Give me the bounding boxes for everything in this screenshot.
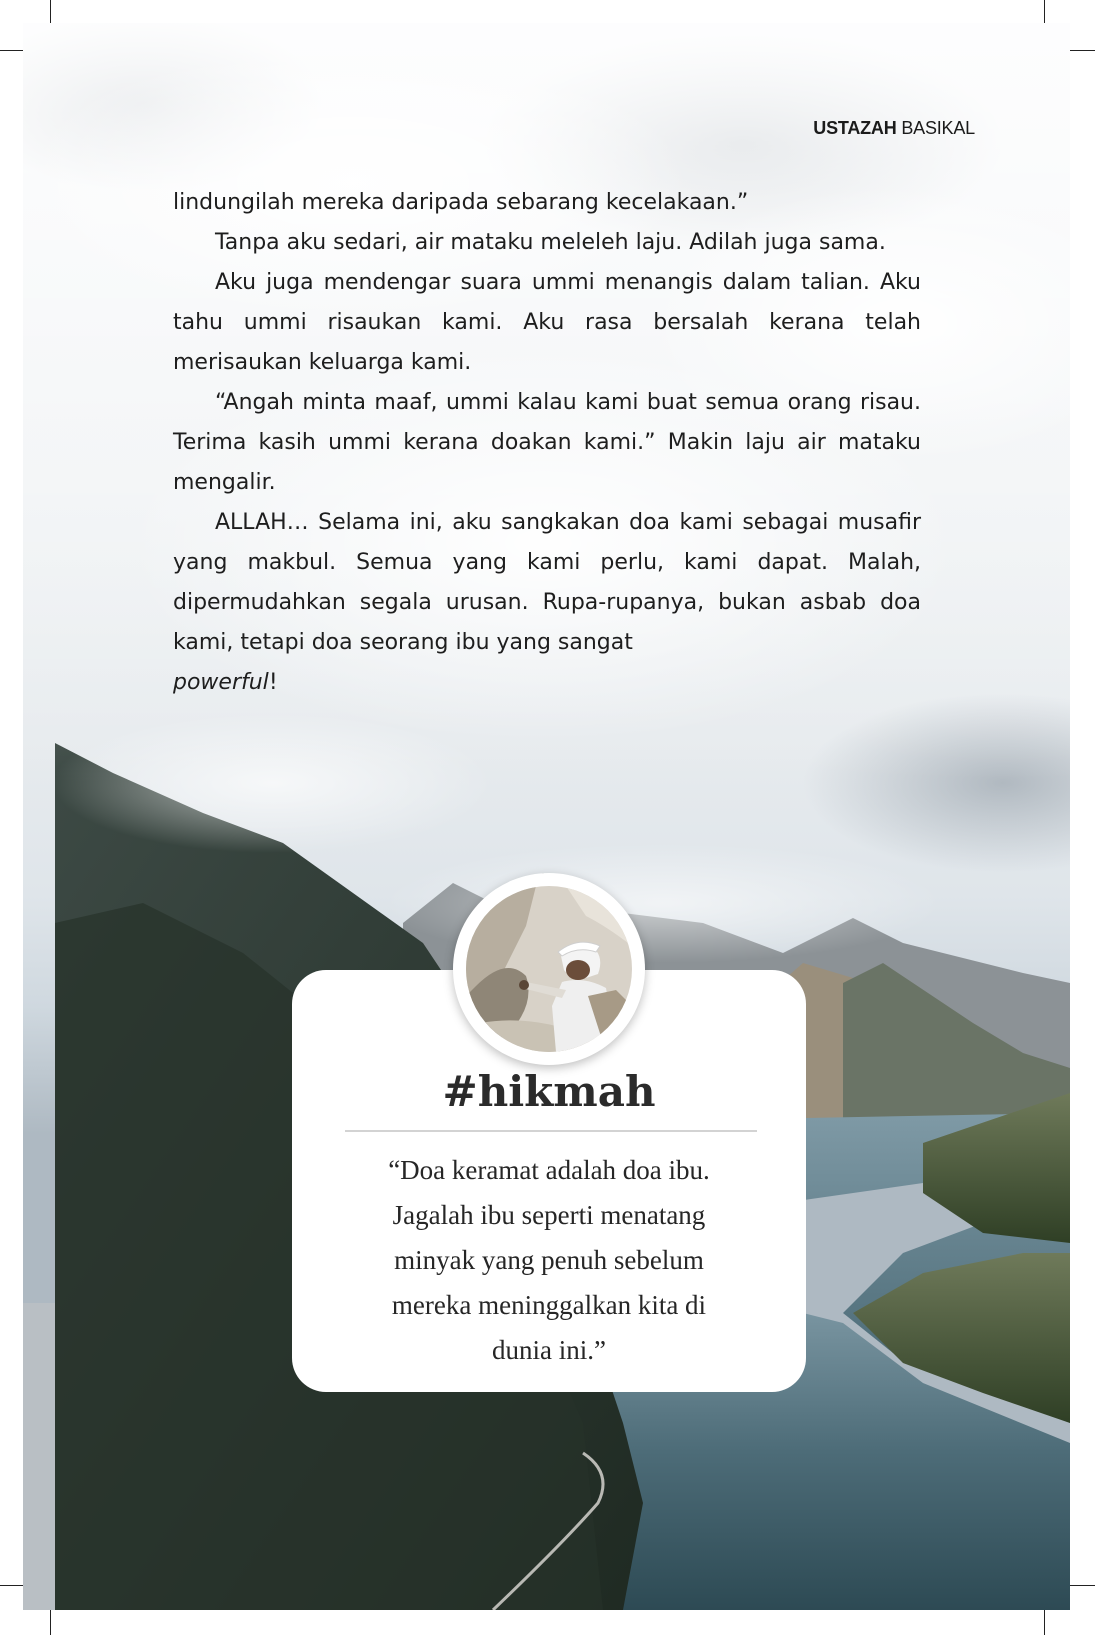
paragraph (173, 503, 921, 703)
quote-line: mereka meninggalkan kita di (391, 1290, 707, 1320)
running-header-bold: USTAZAH (813, 118, 897, 138)
running-header-regular: BASIKAL (901, 118, 975, 138)
hikmah-title: #hikmah (442, 1067, 656, 1116)
quote-line: “Doa keramat adalah doa ibu. (388, 1155, 710, 1185)
paragraph-text: ALLAH… Selama ini, aku sangkakan doa kami sebagai musafir yang makbul. Semua yang kami perlu, kami dapat. Malah, dipermudahkan segala urusan. Rupa-rupanya, bukan asbab doa kami, tetapi doa seorang ibu yang sangat (173, 510, 921, 655)
quote-line: minyak yang penuh sebelum (394, 1245, 704, 1275)
quote-line: dunia ini.” (492, 1335, 606, 1365)
italic-word: powerful (173, 670, 269, 695)
avatar (466, 886, 632, 1052)
paragraph-tail: ! (268, 670, 278, 695)
body-text (173, 183, 921, 703)
running-header (813, 118, 975, 139)
avatar-frame (453, 873, 645, 1065)
paragraph: Tanpa aku sedari, air mataku meleleh laju. Adilah juga sama. (215, 230, 886, 255)
hikmah-divider (345, 1130, 757, 1132)
paragraph: Aku juga mendengar suara ummi menangis dalam talian. Aku tahu ummi risaukan kami. Aku rasa bersalah kerana telah merisaukan keluarga kami. (173, 270, 921, 375)
paragraph: lindungilah mereka daripada sebarang kecelakaan.” (173, 190, 749, 215)
quote-line: Jagalah ibu seperti menatang (392, 1200, 706, 1230)
hikmah-quote (320, 1148, 778, 1373)
cyclist-photo-icon (466, 886, 632, 1052)
paragraph: “Angah minta maaf, ummi kalau kami buat semua orang risau. Terima kasih ummi kerana doakan kami.” Makin laju air mataku mengalir. (173, 390, 921, 495)
